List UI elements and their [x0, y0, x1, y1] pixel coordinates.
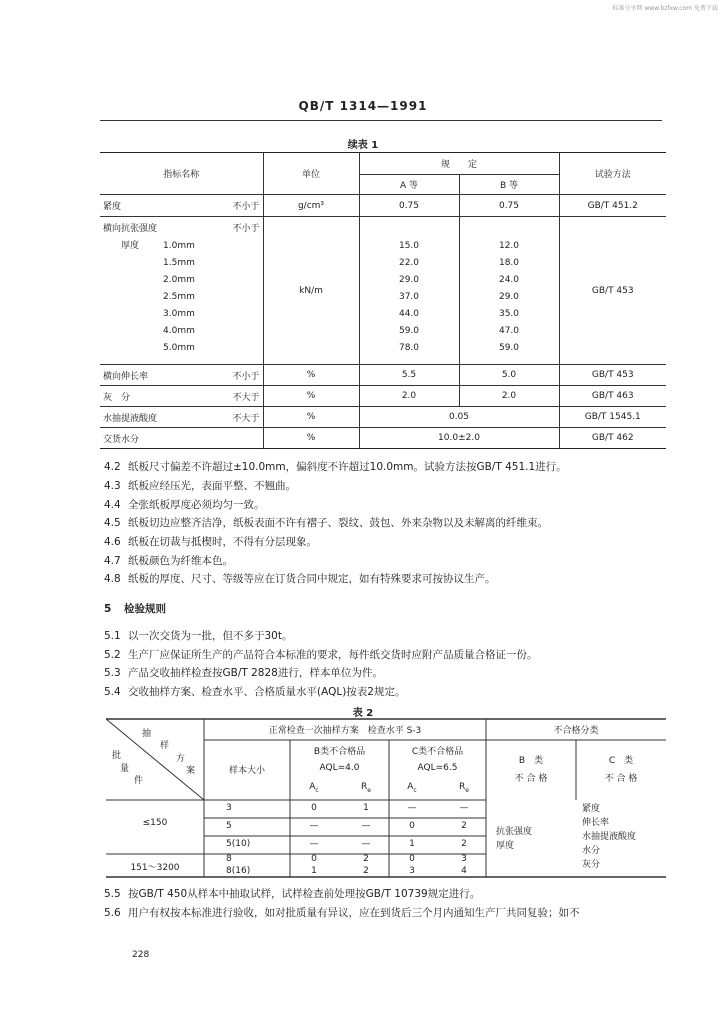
thickness-value: 2.0mm — [163, 275, 195, 285]
b-type-sub: 不 合 格 — [514, 774, 548, 784]
value-a: 0.75 — [359, 195, 459, 217]
item-name: 交货水分 — [100, 428, 263, 449]
c-defect-item: 水抽提液酸度 — [582, 832, 637, 842]
standard-code-header: QB/T 1314—1991 — [298, 99, 428, 113]
table1-header-grade-b: B 等 — [459, 175, 559, 195]
b-re-value: 2 — [363, 866, 369, 876]
header-rule — [100, 120, 662, 121]
diag-label: 件 — [134, 776, 144, 786]
b-ac-value: — — [309, 839, 319, 849]
diag-label: 案 — [186, 766, 196, 776]
test-method: GB/T 463 — [559, 386, 666, 407]
b-re-value: 1 — [363, 803, 369, 813]
c-defect-items — [582, 802, 636, 872]
table1-header-unit: 单位 — [263, 153, 359, 195]
sample-n: 3 — [226, 803, 232, 813]
item-unit: g/cm³ — [263, 195, 359, 217]
strength-b-values — [459, 217, 559, 365]
clause-4-8 — [104, 571, 496, 586]
c-ac-value: 0 — [409, 821, 415, 831]
clause-4-3 — [104, 478, 296, 493]
thickness-value: 5.0mm — [163, 343, 195, 353]
c-re-value: — — [459, 803, 469, 813]
b-defect-item: 厚度 — [496, 841, 515, 851]
re-label: R — [361, 782, 368, 792]
clause-text: 交收抽样方案、检查水平、合格质量水平(AQL)按表2规定。 — [128, 686, 406, 698]
diag-label: 抽 — [142, 729, 152, 739]
value-b: 0.75 — [459, 195, 559, 217]
c-re-header — [444, 782, 484, 794]
clause-text: 纸板颜色为纤维本色。 — [128, 555, 233, 567]
item-limit: 不小于 — [232, 224, 260, 234]
value-a: 2.0 — [359, 386, 459, 407]
item-unit: % — [263, 386, 359, 407]
item-name: 灰 分 — [103, 392, 131, 403]
thickness-value: 1.0mm — [163, 241, 195, 251]
sample-n: 8 — [226, 854, 232, 864]
test-method: GB/T 451.2 — [559, 195, 666, 217]
b-ac-value: — — [309, 821, 319, 831]
item-unit: % — [263, 365, 359, 386]
clause-text: 纸板的厚度、尺寸、等级等应在订货合同中规定，如有特殊要求可按协议生产。 — [128, 573, 496, 585]
value-b: 24.0 — [498, 275, 520, 285]
item-name: 横向伸长率 — [103, 371, 149, 382]
clause-number: 4.5 — [104, 517, 121, 529]
clause-number: 5.5 — [104, 888, 121, 900]
table1-caption: 续表 1 — [347, 140, 379, 151]
c-ac-header — [392, 782, 432, 794]
b-re-header — [346, 782, 386, 794]
table1-density-name — [100, 195, 263, 217]
c-defect-item: 紧度 — [582, 804, 601, 814]
value-a: 59.0 — [398, 326, 420, 336]
thickness-value: 3.0mm — [163, 309, 195, 319]
c-ac-value: 3 — [409, 866, 415, 876]
table1-header-spec: 规 定 — [359, 153, 559, 175]
clause-number: 5.3 — [104, 667, 121, 679]
table2 — [106, 718, 666, 878]
sample-n: 5 — [226, 821, 232, 831]
clause-4-6 — [104, 534, 317, 549]
clause-5-6 — [104, 905, 580, 920]
b-aql: AQL=4.0 — [319, 763, 360, 773]
clause-number: 5.4 — [104, 686, 121, 698]
value-a: 37.0 — [398, 292, 420, 302]
table1-header-method: 试验方法 — [559, 153, 666, 195]
b-class-header: B类不合格品 — [313, 747, 366, 757]
value-a: 29.0 — [398, 275, 420, 285]
item-name: 横向抗张强度 — [103, 224, 158, 234]
sample-n: 8(16) — [226, 866, 251, 876]
clause-4-5 — [104, 515, 548, 530]
clause-5-5 — [104, 886, 480, 901]
item-limit: 不小于 — [232, 371, 260, 382]
c-defect-item: 伸长率 — [582, 818, 610, 828]
c-ac-value: — — [407, 803, 417, 813]
clause-4-7 — [104, 553, 233, 568]
defect-header: 不合格分类 — [553, 726, 599, 736]
clause-number: 4.6 — [104, 536, 121, 548]
item-limit: 不大于 — [232, 392, 260, 403]
section-5-heading — [104, 601, 166, 616]
clause-text: 以一次交货为一批，但不多于30t。 — [128, 630, 293, 642]
table1-header-item: 指标名称 — [100, 153, 263, 195]
item-unit: % — [263, 407, 359, 428]
item-name: 紧度 — [103, 202, 122, 212]
sample-n: 5(10) — [226, 839, 251, 849]
b-ac-value: 0 — [311, 854, 317, 864]
item-limit: 不小于 — [232, 202, 260, 212]
table1-row-acidity — [100, 407, 666, 428]
value-common: 0.05 — [359, 407, 559, 428]
value-b: 18.0 — [498, 258, 520, 268]
c-defect-item: 水分 — [582, 846, 601, 856]
clause-text: 纸板切边应整齐洁净，纸板表面不许有褶子、裂纹、鼓包、外来杂物以及未解离的纤维束。 — [128, 517, 548, 529]
re-subscript: e — [465, 786, 469, 794]
table1-acid-name — [100, 407, 263, 428]
value-a: 78.0 — [398, 343, 420, 353]
clause-text: 纸板在切裁与抵楔时，不得有分层现象。 — [128, 536, 317, 548]
value-b: 59.0 — [498, 343, 520, 353]
clause-4-2 — [104, 459, 567, 474]
clause-5-1 — [104, 628, 292, 643]
lot-size-1: ≤150 — [142, 818, 168, 828]
c-class-header: C类不合格品 — [411, 747, 464, 757]
thickness-label: 厚度 — [121, 241, 140, 251]
test-method: GB/T 453 — [559, 365, 666, 386]
b-type-header: B 类 — [518, 756, 544, 766]
clause-text: 全张纸板厚度必须均匀一致。 — [128, 499, 265, 511]
b-defect-items — [496, 825, 532, 853]
clause-4-4 — [104, 497, 265, 512]
value-common: 10.0±2.0 — [359, 428, 559, 449]
clause-5-3 — [104, 665, 383, 680]
c-re-value: 3 — [461, 854, 467, 864]
thickness-value: 2.5mm — [163, 292, 195, 302]
table2-caption: 表 2 — [352, 708, 374, 719]
test-method: GB/T 1545.1 — [559, 407, 666, 428]
thickness-value: 1.5mm — [163, 258, 195, 268]
value-b: 5.0 — [459, 365, 559, 386]
value-b: 29.0 — [498, 292, 520, 302]
b-ac-value: 0 — [311, 803, 317, 813]
sample-size-header: 样本大小 — [228, 766, 265, 776]
ac-subscript: c — [315, 786, 319, 794]
clause-number: 5.6 — [104, 907, 121, 919]
value-a: 22.0 — [398, 258, 420, 268]
ac-subscript: c — [413, 786, 417, 794]
value-a: 44.0 — [398, 309, 420, 319]
page-number: 228 — [132, 950, 150, 960]
thickness-value: 4.0mm — [163, 326, 195, 336]
value-b: 35.0 — [498, 309, 520, 319]
c-re-value: 4 — [461, 866, 467, 876]
clause-number: 5.2 — [104, 649, 121, 661]
b-re-value: — — [361, 839, 371, 849]
diag-label: 方 — [176, 754, 186, 764]
lot-size-2: 151～3200 — [130, 863, 180, 873]
diag-label: 样 — [160, 741, 170, 751]
c-aql: AQL=6.5 — [417, 763, 458, 773]
clause-text: 产品交收抽样检查按GB/T 2828进行，样本单位为件。 — [128, 667, 383, 679]
value-b: 47.0 — [498, 326, 520, 336]
clause-text: 生产厂应保证所生产的产品符合本标准的要求，每件纸交货时应附产品质量合格证一份。 — [128, 649, 538, 661]
table1-row-ash — [100, 386, 666, 407]
diag-label: 量 — [120, 764, 130, 774]
table1 — [100, 152, 666, 449]
clause-text: 纸板尺寸偏差不许超过±10.0mm，偏斜度不许超过10.0mm。试验方法按GB/T 451.1进行。 — [128, 461, 567, 473]
table1-row-elongation — [100, 365, 666, 386]
table1-row-tensile-strength — [100, 217, 666, 365]
clause-number: 4.4 — [104, 499, 121, 511]
clause-text: 纸板应经压光，表面平整、不翘曲。 — [128, 480, 296, 492]
b-defect-item: 抗张强度 — [496, 827, 533, 837]
clause-number: 4.7 — [104, 555, 121, 567]
item-unit: kN/m — [263, 217, 359, 365]
b-re-value: — — [361, 821, 371, 831]
c-ac-value: 1 — [409, 839, 415, 849]
clause-number: 5.1 — [104, 630, 121, 642]
item-unit: % — [263, 428, 359, 449]
clause-text: 用户有权按本标准进行验收，如对批质量有异议，应在到货后三个月内通知生产厂共同复验；如不 — [128, 907, 580, 919]
ac-label: A — [407, 782, 414, 792]
clause-5-4 — [104, 684, 406, 699]
re-subscript: e — [367, 786, 371, 794]
strength-a-values — [359, 217, 459, 365]
item-name: 水抽提液酸度 — [103, 413, 158, 424]
re-label: R — [459, 782, 466, 792]
c-re-value: 2 — [461, 821, 467, 831]
table1-header-grade-a: A 等 — [359, 175, 459, 195]
clause-5-2 — [104, 647, 538, 662]
b-ac-value: 1 — [311, 866, 317, 876]
c-ac-value: 0 — [409, 854, 415, 864]
value-a: 5.5 — [359, 365, 459, 386]
value-a: 15.0 — [398, 241, 420, 251]
b-re-value: 2 — [363, 854, 369, 864]
table1-strength-name — [100, 217, 263, 365]
section-number: 5 — [104, 603, 112, 615]
section-title: 检验规则 — [124, 603, 166, 615]
c-re-value: 2 — [461, 839, 467, 849]
c-type-header: C 类 — [608, 756, 634, 766]
clause-number: 4.8 — [104, 573, 121, 585]
watermark: 标准分享网 www.bzfxw.com 免费下载 — [612, 5, 718, 12]
value-b: 12.0 — [498, 241, 520, 251]
c-defect-item: 灰分 — [582, 860, 601, 870]
test-method: GB/T 462 — [591, 433, 634, 443]
table1-row-density — [100, 195, 666, 217]
table1-elongation-name — [100, 365, 263, 386]
c-type-sub: 不 合 格 — [604, 774, 638, 784]
clause-text: 按GB/T 450从样本中抽取试样，试样检查前处理按GB/T 10739规定进行。 — [128, 888, 481, 900]
value-b: 2.0 — [459, 386, 559, 407]
table1-row-moisture — [100, 428, 666, 449]
plan-header: 正常检查一次抽样方案 检查水平 S-3 — [268, 726, 422, 736]
item-limit: 不大于 — [232, 413, 260, 424]
table1-ash-name — [100, 386, 263, 407]
clause-number: 4.2 — [104, 461, 121, 473]
test-method: GB/T 453 — [559, 217, 666, 365]
clause-number: 4.3 — [104, 480, 121, 492]
ac-label: A — [309, 782, 316, 792]
diag-label: 批 — [112, 751, 122, 761]
b-ac-header — [294, 782, 334, 794]
